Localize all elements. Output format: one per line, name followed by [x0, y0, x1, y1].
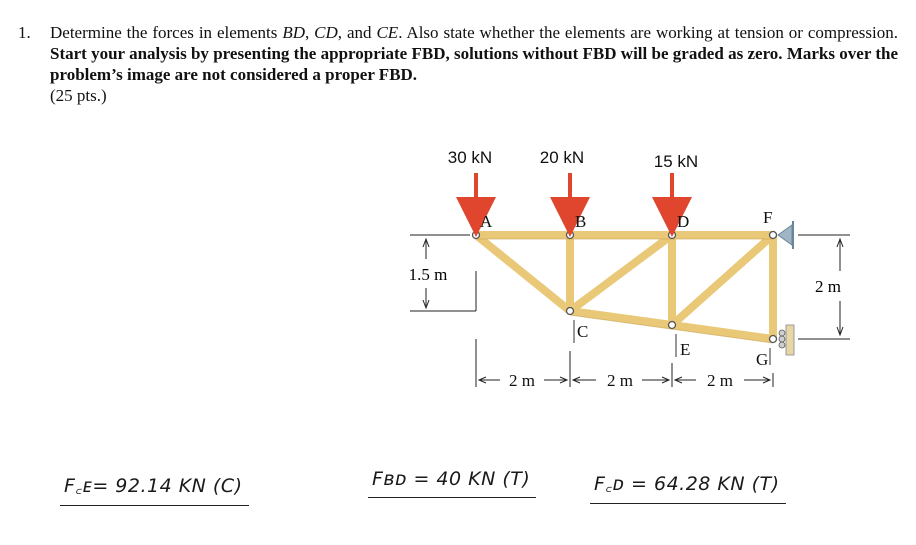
joint-b [567, 232, 574, 239]
span-label-3: 2 m [707, 371, 733, 390]
member-cd: CD [314, 23, 338, 42]
joint-c [567, 308, 574, 315]
span-label-2: 2 m [607, 371, 633, 390]
dimension-left-label: 1.5 m [408, 265, 448, 284]
member-ef [672, 235, 773, 325]
answer-cd-underline [590, 503, 786, 504]
answer-ce [64, 472, 243, 498]
member-cd-bar [570, 235, 672, 311]
load-arrows [476, 173, 672, 217]
answer-ce-text: F꜀ᴇ= 92.14 KN (C) [64, 475, 243, 497]
node-label-f: F [763, 208, 773, 227]
roller-support [779, 325, 794, 355]
joint-e [669, 322, 676, 329]
problem-text-start: Determine the forces in elements [50, 23, 283, 42]
truss-joints [473, 232, 777, 343]
member-eg [672, 325, 773, 339]
node-label-a: A [480, 212, 493, 231]
problem-text-middle: . Also state whether the elements are working at tension or compression. [398, 23, 899, 42]
member-ac [476, 235, 570, 311]
load-label-d: 15 kN [653, 152, 699, 171]
member-ce: CE [376, 23, 399, 42]
problem-body: Determine the forces in elements BD, CD, and CE. Also state whether the elements are working at tension or compression. Start your analysis by presenting the appropriate FBD, solutions without FBD will be graded as zero. Marks over the problem’s image are not considered a proper FBD. (25 pts.) [50, 23, 899, 105]
joint-d [669, 232, 676, 239]
answer-bd-text: Fʙᴅ = 40 KN (T) [372, 468, 531, 490]
problem-points: (25 pts.) [50, 86, 107, 105]
problem-number: 1. [18, 23, 31, 42]
node-label-e: E [680, 340, 691, 359]
pin-support [778, 221, 793, 249]
truss-figure [380, 125, 841, 405]
joint-f [770, 232, 777, 239]
problem-text-bold: Start your analysis by presenting the appropriate FBD, solutions without FBD will be graded as zero. Marks over the problem’s image are not considered a proper FBD. [50, 44, 898, 84]
member-bd: BD [282, 23, 305, 42]
joint-g [770, 336, 777, 343]
truss-members [476, 235, 773, 339]
span-label-1: 2 m [509, 371, 535, 390]
answer-cd [594, 470, 780, 496]
joint-a [473, 232, 480, 239]
load-label-b: 20 kN [539, 148, 585, 167]
node-label-c: C [577, 322, 589, 341]
answer-ce-underline [60, 505, 249, 506]
node-label-d: D [677, 212, 690, 231]
node-label-g: G [756, 350, 769, 369]
dimension-right-label: 2 m [815, 277, 841, 296]
node-label-b: B [575, 212, 587, 231]
load-label-a: 30 kN [447, 148, 493, 167]
answer-bd-underline [368, 497, 536, 498]
answer-cd-text: F꜀ᴅ = 64.28 KN (T) [594, 473, 780, 495]
problem-statement [18, 22, 898, 106]
answer-bd [372, 468, 530, 490]
